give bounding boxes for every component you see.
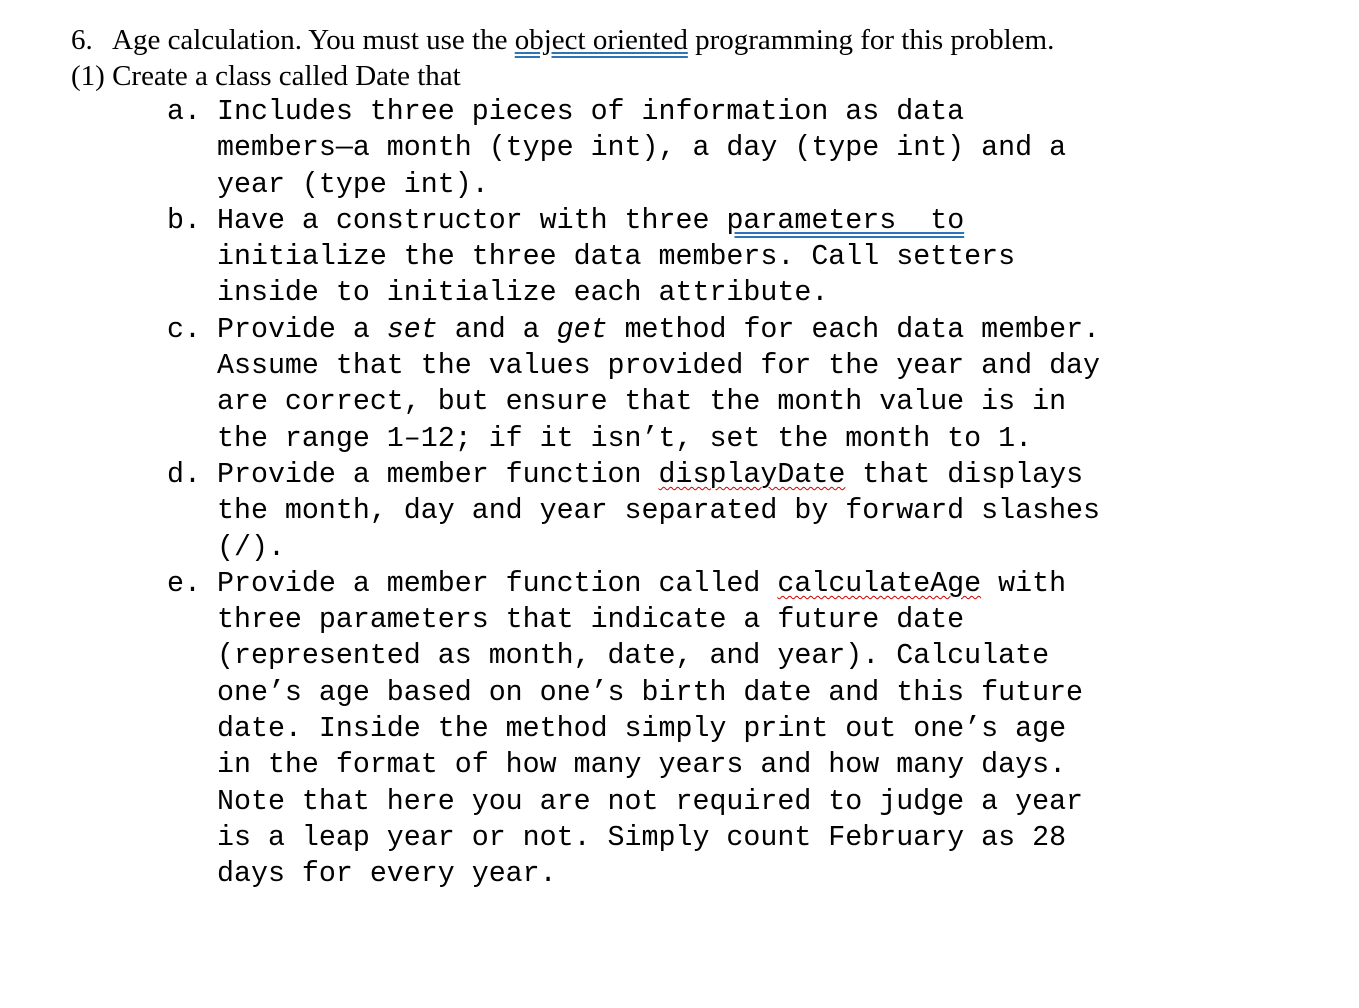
item-label: b. xyxy=(167,204,201,237)
item-line: days for every year. xyxy=(217,858,557,891)
item-line: inside to initialize each attribute. xyxy=(217,277,829,310)
item-text: Provide a xyxy=(217,313,387,346)
set-keyword: set xyxy=(386,313,438,346)
item-line: (/). xyxy=(217,531,285,564)
list-item-d xyxy=(71,457,1341,566)
item-line: (represented as month, date, and year). Calculate xyxy=(217,640,1050,673)
item-label: c. xyxy=(167,313,201,346)
object-oriented-link: object oriented xyxy=(514,24,688,56)
list-item-e xyxy=(71,566,1341,893)
document-body xyxy=(71,22,1341,893)
question-title-end: programming for this problem. xyxy=(687,24,1055,56)
list-item-c xyxy=(71,312,1341,457)
get-keyword: get xyxy=(556,313,608,346)
item-line: members—a month (type int), a day (type int) and a xyxy=(217,132,1067,165)
item-line: one’s age based on one’s birth date and this future xyxy=(217,676,1084,709)
item-text: method for each data member. xyxy=(607,313,1101,346)
question-number: 6. xyxy=(71,24,93,56)
item-line: date. Inside the method simply print out one’s age xyxy=(217,713,1067,746)
requirements-list xyxy=(71,94,1341,893)
item-line: is a leap year or not. Simply count February as 28 xyxy=(217,821,1067,854)
item-text: and a xyxy=(437,313,557,346)
item-line: year (type int). xyxy=(217,168,489,201)
item-label: e. xyxy=(167,567,201,600)
list-item-b xyxy=(71,203,1341,312)
item-text: that displays xyxy=(845,458,1084,491)
item-label: a. xyxy=(167,96,201,128)
item-line: the range 1–12; if it isn’t, set the month to 1. xyxy=(217,422,1033,455)
item-line: Assume that the values provided for the year and day xyxy=(217,350,1101,383)
list-item-a xyxy=(71,94,1341,203)
item-line: Note that here you are not required to judge a year xyxy=(217,785,1084,818)
spellcheck-flagged-text: displayDate xyxy=(658,458,846,491)
subpart-heading: (1) Create a class called Date that xyxy=(71,60,461,92)
item-line xyxy=(217,566,1341,602)
item-label: d. xyxy=(167,458,201,491)
item-line: are correct, but ensure that the month value is in xyxy=(217,386,1067,419)
item-text: Provide a member function xyxy=(217,458,659,491)
item-line: the month, day and year separated by forward slashes xyxy=(217,495,1101,528)
grammar-flagged-text: parameters to xyxy=(726,204,965,237)
item-line: Includes three pieces of information as data xyxy=(217,96,965,128)
item-line: in the format of how many years and how many days. xyxy=(217,749,1067,782)
item-line xyxy=(217,457,1341,493)
item-line xyxy=(217,203,1341,239)
spellcheck-flagged-text: calculateAge xyxy=(777,567,982,600)
item-line xyxy=(217,312,1341,348)
item-text: Provide a member function called xyxy=(217,567,778,600)
item-line: initialize the three data members. Call setters xyxy=(217,241,1016,274)
item-text: Have a constructor with three xyxy=(217,204,727,237)
question-title xyxy=(71,22,1341,58)
item-line: three parameters that indicate a future date xyxy=(217,604,965,637)
question-title-start: Age calculation. You must use the xyxy=(112,24,515,56)
item-text: with xyxy=(981,567,1067,600)
